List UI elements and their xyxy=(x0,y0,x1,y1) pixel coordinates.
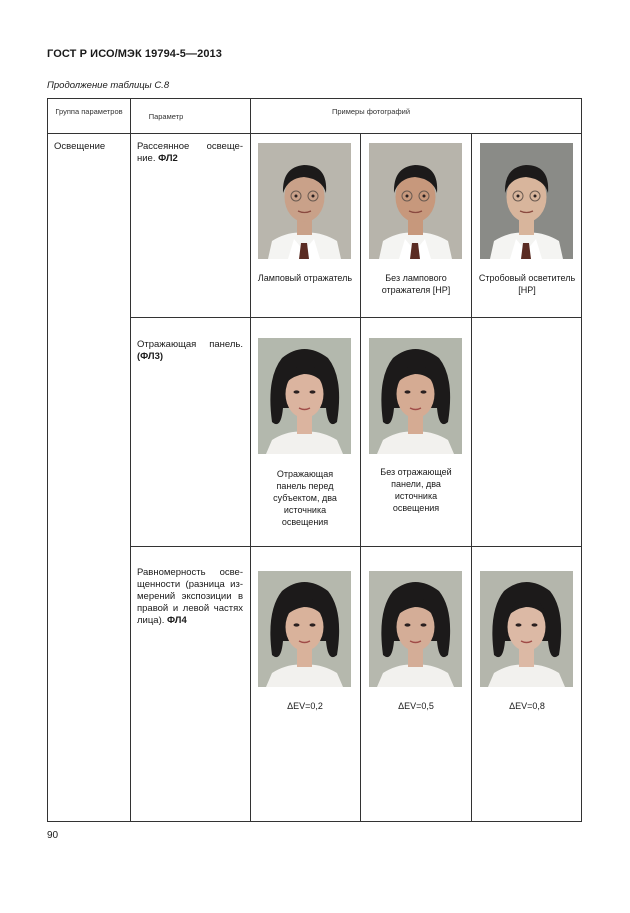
header-group xyxy=(48,106,130,117)
table-caption: Продолжение таблицы С.8 xyxy=(47,80,170,91)
param-row-3 xyxy=(137,567,243,627)
header-parameter-label: Параметр xyxy=(148,112,184,121)
woman-portrait-image xyxy=(258,338,351,454)
header-parameter xyxy=(131,111,201,122)
param-row-3-code: ФЛ4 xyxy=(167,615,187,626)
header-photos-label: Примеры фотографий xyxy=(331,107,411,116)
param-row-1-text: Рассеянное освеще-ние. xyxy=(137,141,243,164)
photo-caption: Отражающая панель перед субъектом, два источника освещения xyxy=(273,469,337,527)
photo xyxy=(480,571,573,687)
woman-portrait-image xyxy=(369,338,462,454)
photo-caption: Без лампового отражателя [HP] xyxy=(381,273,451,295)
man-portrait-image xyxy=(480,143,573,259)
document-title: ГОСТ Р ИСО/МЭК 19794-5—2013 xyxy=(47,48,222,60)
photo xyxy=(258,338,351,454)
param-row-2-code: (ФЛ3) xyxy=(137,351,164,362)
param-row-2 xyxy=(137,339,243,363)
photo xyxy=(369,338,462,454)
man-portrait-image xyxy=(369,143,462,259)
page-number: 90 xyxy=(47,830,59,841)
man-portrait-image xyxy=(258,143,351,259)
param-row-3-text: Равномерность осве-щенности (разница из-мерений экспозиции в правой и левой частях лица). xyxy=(137,567,243,626)
photo xyxy=(258,571,351,687)
photo xyxy=(369,571,462,687)
photo-caption: ΔEV=0,5 xyxy=(398,701,434,711)
param-row-2-text: Отражающая панель. xyxy=(137,339,243,350)
photo-caption: Стробовый осветитель [HP] xyxy=(478,273,576,295)
photo xyxy=(258,143,351,259)
woman-portrait-image xyxy=(369,571,462,687)
photo-caption: Без отражающей панели, два источника освещения xyxy=(380,467,452,513)
photo-caption: ΔEV=0,2 xyxy=(287,701,323,711)
param-row-1-code: ФЛ2 xyxy=(158,153,178,164)
photo xyxy=(369,143,462,259)
woman-portrait-image xyxy=(480,571,573,687)
header-photos xyxy=(321,106,421,117)
woman-portrait-image xyxy=(258,571,351,687)
param-row-1 xyxy=(137,141,243,165)
photo xyxy=(480,143,573,259)
photo-caption: ΔEV=0,8 xyxy=(509,701,545,711)
photo-table xyxy=(47,98,582,822)
group-lighting: Освещение xyxy=(54,141,106,152)
header-group-label: Группа параметров xyxy=(55,107,123,116)
photo-caption: Ламповый отражатель xyxy=(257,273,353,283)
